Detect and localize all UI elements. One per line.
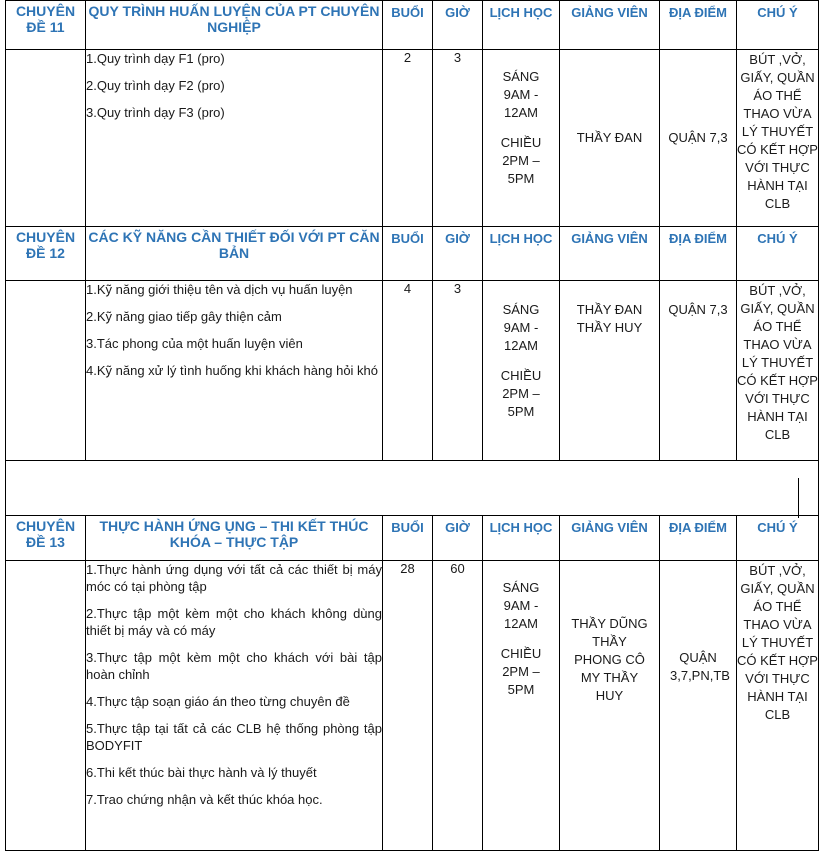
afternoon-time: 2PM – 5PM — [502, 664, 540, 697]
header-schedule: LỊCH HỌC — [483, 516, 560, 561]
afternoon-label: CHIỀU — [500, 135, 542, 150]
schedule-cell — [483, 281, 560, 461]
section-code: CHUYÊN ĐỀ 12 — [6, 227, 86, 281]
content-item: 6.Thi kết thúc bài thực hành và lý thuyết — [86, 765, 317, 780]
empty-cell — [6, 50, 86, 227]
hours-value: 60 — [433, 561, 483, 851]
section-header-row — [6, 1, 819, 50]
morning-time: 9AM - 12AM — [503, 87, 539, 120]
content-item: 1.Kỹ năng giới thiệu tên và dịch vụ huấn luyện — [86, 282, 353, 297]
header-location: ĐỊA ĐIỂM — [660, 516, 737, 561]
content-item: 5.Thực tập tại tất cả các CLB hệ thống phòng tập BODYFIT — [86, 721, 382, 753]
content-item: 4.Thực tập soạn giáo án theo từng chuyên đề — [86, 694, 350, 709]
section-header-row — [6, 516, 819, 561]
table-edge-fragment — [798, 478, 804, 518]
section-title: QUY TRÌNH HUẤN LUYỆN CỦA PT CHUYÊN NGHIỆP — [86, 1, 383, 50]
afternoon-label: CHIỀU — [500, 646, 542, 661]
spacer-row — [6, 461, 819, 516]
header-sessions: BUỔI — [383, 1, 433, 50]
content-item: 3.Quy trình dạy F3 (pro) — [86, 105, 225, 120]
header-sessions: BUỔI — [383, 516, 433, 561]
morning-label: SÁNG — [502, 302, 540, 317]
course-schedule-table — [5, 0, 819, 851]
header-hours: GIỜ — [433, 227, 483, 281]
lecturer-value: THẦY DŨNG THẦY PHONG CÔ MY THẦY HUY — [560, 561, 660, 851]
location-value: QUẬN 7,3 — [660, 50, 737, 227]
morning-time: 9AM - 12AM — [503, 320, 539, 353]
note-value: BÚT ,VỞ, GIẤY, QUẦN ÁO THỂ THAO VỪA LÝ THUYẾT CÓ KẾT HỢP VỚI THỰC HÀNH TẠI CLB — [737, 50, 819, 227]
content-item: 3.Thực tập một kèm một cho khách với bài tập hoàn chỉnh — [86, 650, 382, 682]
morning-label: SÁNG — [502, 69, 540, 84]
header-schedule: LỊCH HỌC — [483, 1, 560, 50]
empty-cell — [6, 561, 86, 851]
header-location: ĐỊA ĐIỂM — [660, 227, 737, 281]
header-note: CHÚ Ý — [737, 227, 819, 281]
morning-time: 9AM - 12AM — [503, 598, 539, 631]
content-item: 1.Quy trình dạy F1 (pro) — [86, 51, 225, 66]
content-item: 2.Quy trình dạy F2 (pro) — [86, 78, 225, 93]
header-note: CHÚ Ý — [737, 1, 819, 50]
sessions-value: 2 — [383, 50, 433, 227]
location-value: QUẬN 7,3 — [660, 281, 737, 461]
content-item: 2.Kỹ năng giao tiếp gây thiện cảm — [86, 309, 282, 324]
afternoon-time: 2PM – 5PM — [502, 153, 540, 186]
content-item: 7.Trao chứng nhận và kết thúc khóa học. — [86, 792, 323, 807]
section-code: CHUYÊN ĐỀ 11 — [6, 1, 86, 50]
header-hours: GIỜ — [433, 516, 483, 561]
content-list — [86, 281, 383, 461]
lecturer-value: THẦY ĐAN — [560, 50, 660, 227]
sessions-value: 28 — [383, 561, 433, 851]
content-list — [86, 50, 383, 227]
afternoon-time: 2PM – 5PM — [502, 386, 540, 419]
header-sessions: BUỔI — [383, 227, 433, 281]
header-hours: GIỜ — [433, 1, 483, 50]
content-list — [86, 561, 383, 851]
section-code: CHUYÊN ĐỀ 13 — [6, 516, 86, 561]
afternoon-label: CHIỀU — [500, 368, 542, 383]
header-lecturer: GIẢNG VIÊN — [560, 1, 660, 50]
hours-value: 3 — [433, 281, 483, 461]
hours-value: 3 — [433, 50, 483, 227]
header-lecturer: GIẢNG VIÊN — [560, 516, 660, 561]
lecturer-value: THẦY ĐAN THẦY HUY — [560, 281, 660, 461]
header-note: CHÚ Ý — [737, 516, 819, 561]
note-value: BÚT ,VỞ, GIẤY, QUẦN ÁO THỂ THAO VỪA LÝ THUYẾT CÓ KẾT HỢP VỚI THỰC HÀNH TẠI CLB — [737, 281, 819, 461]
morning-label: SÁNG — [502, 580, 540, 595]
header-location: ĐỊA ĐIỂM — [660, 1, 737, 50]
section-body-row — [6, 561, 819, 851]
section-body-row — [6, 50, 819, 227]
note-value: BÚT ,VỞ, GIẤY, QUẦN ÁO THỂ THAO VỪA LÝ THUYẾT CÓ KẾT HỢP VỚI THỰC HÀNH TẠI CLB — [737, 561, 819, 851]
schedule-cell — [483, 50, 560, 227]
empty-cell — [6, 281, 86, 461]
content-item: 4.Kỹ năng xử lý tình huống khi khách hàng hỏi khó — [86, 363, 379, 378]
location-value: QUẬN 3,7,PN,TB — [660, 561, 737, 851]
spacer-cell — [6, 461, 819, 516]
section-header-row — [6, 227, 819, 281]
sessions-value: 4 — [383, 281, 433, 461]
content-item: 3.Tác phong của một huấn luyện viên — [86, 336, 303, 351]
section-title: CÁC KỸ NĂNG CẦN THIẾT ĐỐI VỚI PT CĂN BẢN — [86, 227, 383, 281]
schedule-cell — [483, 561, 560, 851]
content-item: 2.Thực tập một kèm một cho khách không dùng thiết bị máy và có máy — [86, 606, 382, 638]
content-item: 1.Thực hành ứng dụng với tất cả các thiết bị máy móc có tại phòng tập — [86, 562, 382, 594]
header-lecturer: GIẢNG VIÊN — [560, 227, 660, 281]
section-body-row — [6, 281, 819, 461]
section-title: THỰC HÀNH ỨNG ỤNG – THI KẾT THÚC KHÓA – THỰC TẬP — [86, 516, 383, 561]
header-schedule: LỊCH HỌC — [483, 227, 560, 281]
